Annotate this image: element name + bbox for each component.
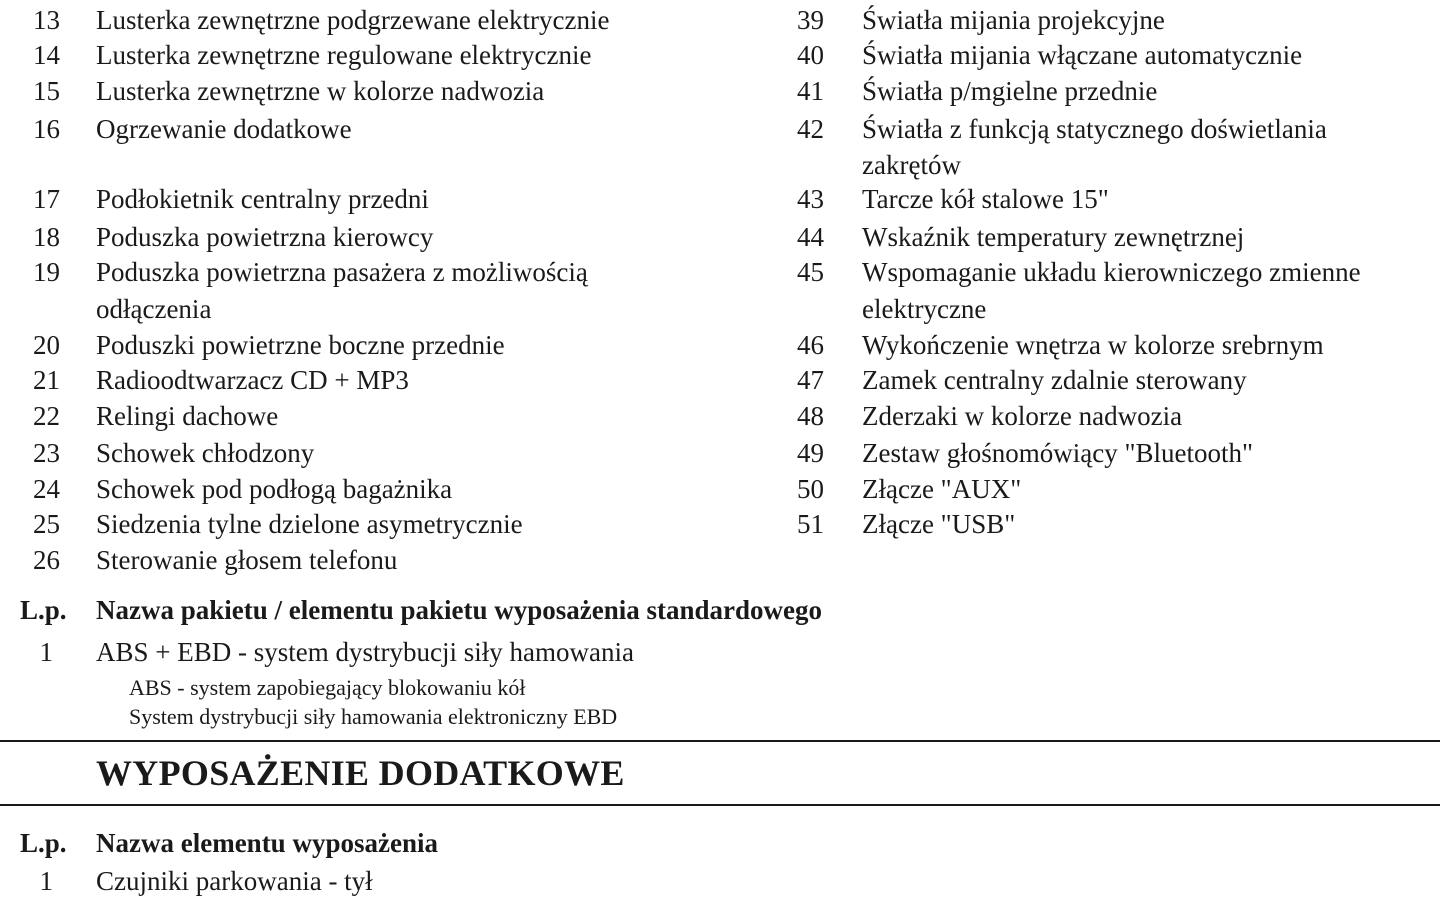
item-number: 40 (797, 40, 824, 70)
item-number: 18 (33, 222, 60, 252)
item-number: 43 (797, 184, 824, 214)
item-number: 17 (33, 184, 60, 214)
item-number: 44 (797, 222, 824, 252)
item-text: Światła p/mgielne przednie (862, 76, 1158, 106)
item-text-continuation: odłączenia (96, 294, 212, 324)
item-text: Relingi dachowe (96, 401, 279, 431)
item-text: Lusterka zewnętrzne w kolorze nadwozia (96, 76, 545, 106)
item-text: Poduszka powietrzna kierowcy (96, 222, 434, 252)
item-number: 23 (33, 438, 60, 468)
package-header: Nazwa pakietu / elementu pakietu wyposażenia standardowego (96, 595, 823, 625)
extra-header: Nazwa elementu wyposażenia (96, 828, 438, 858)
item-number: 26 (33, 545, 60, 575)
item-text: Zamek centralny zdalnie sterowany (862, 365, 1247, 395)
sub-item-text: ABS - system zapobiegający blokowaniu kół (129, 675, 526, 700)
item-text: Tarcze kół stalowe 15" (862, 184, 1109, 214)
item-text: ABS + EBD - system dystrybucji siły hamowania (96, 637, 634, 667)
lp-label: L.p. (20, 595, 67, 625)
section-title: WYPOSAŻENIE DODATKOWE (96, 753, 625, 793)
item-text: Poduszka powietrzna pasażera z możliwością (96, 257, 588, 287)
item-number: 39 (797, 5, 824, 35)
item-text: Poduszki powietrzne boczne przednie (96, 330, 505, 360)
item-number: 50 (797, 474, 824, 504)
item-text-continuation: elektryczne (862, 294, 987, 324)
item-text: Lusterka zewnętrzne regulowane elektrycznie (96, 40, 592, 70)
sub-item-text: System dystrybucji siły hamowania elektroniczny EBD (129, 704, 618, 729)
item-text: Wykończenie wnętrza w kolorze srebrnym (862, 330, 1324, 360)
item-number: 19 (33, 257, 60, 287)
item-number: 20 (33, 330, 60, 360)
item-number: 41 (797, 76, 824, 106)
item-number: 22 (33, 401, 60, 431)
item-text: Złącze "AUX" (862, 474, 1022, 504)
item-number: 42 (797, 114, 824, 144)
item-number: 1 (39, 637, 53, 667)
lp-label: L.p. (20, 828, 67, 858)
item-text: Podłokietnik centralny przedni (96, 184, 429, 214)
item-text: Światła mijania projekcyjne (862, 5, 1165, 35)
item-number: 13 (33, 5, 60, 35)
item-text: Wspomaganie układu kierowniczego zmienne (862, 257, 1361, 287)
item-number: 1 (39, 866, 53, 896)
item-text: Złącze "USB" (862, 509, 1016, 539)
item-text: Zderzaki w kolorze nadwozia (862, 401, 1183, 431)
item-text: Ogrzewanie dodatkowe (96, 114, 352, 144)
item-text: Lusterka zewnętrzne podgrzewane elektrycznie (96, 5, 610, 35)
item-number: 15 (33, 76, 60, 106)
item-text: Siedzenia tylne dzielone asymetrycznie (96, 509, 523, 539)
item-text-continuation: zakrętów (862, 150, 961, 180)
item-number: 49 (797, 438, 824, 468)
item-number: 46 (797, 330, 824, 360)
item-number: 25 (33, 509, 60, 539)
item-number: 48 (797, 401, 824, 431)
item-number: 24 (33, 474, 60, 504)
item-text: Schowek chłodzony (96, 438, 315, 468)
item-number: 45 (797, 257, 824, 287)
item-number: 16 (33, 114, 60, 144)
item-text: Sterowanie głosem telefonu (96, 545, 398, 575)
item-text: Zestaw głośnomówiący "Bluetooth" (862, 438, 1253, 468)
item-text: Radioodtwarzacz CD + MP3 (96, 365, 409, 395)
item-text: Światła z funkcją statycznego doświetlania (862, 114, 1327, 144)
item-text: Wskaźnik temperatury zewnętrznej (862, 222, 1245, 252)
item-text: Światła mijania włączane automatycznie (862, 40, 1303, 70)
item-text: Schowek pod podłogą bagażnika (96, 474, 453, 504)
item-text: Czujniki parkowania - tył (96, 866, 373, 896)
item-number: 21 (33, 365, 60, 395)
item-number: 14 (33, 40, 60, 70)
item-number: 47 (797, 365, 824, 395)
item-number: 51 (797, 509, 824, 539)
